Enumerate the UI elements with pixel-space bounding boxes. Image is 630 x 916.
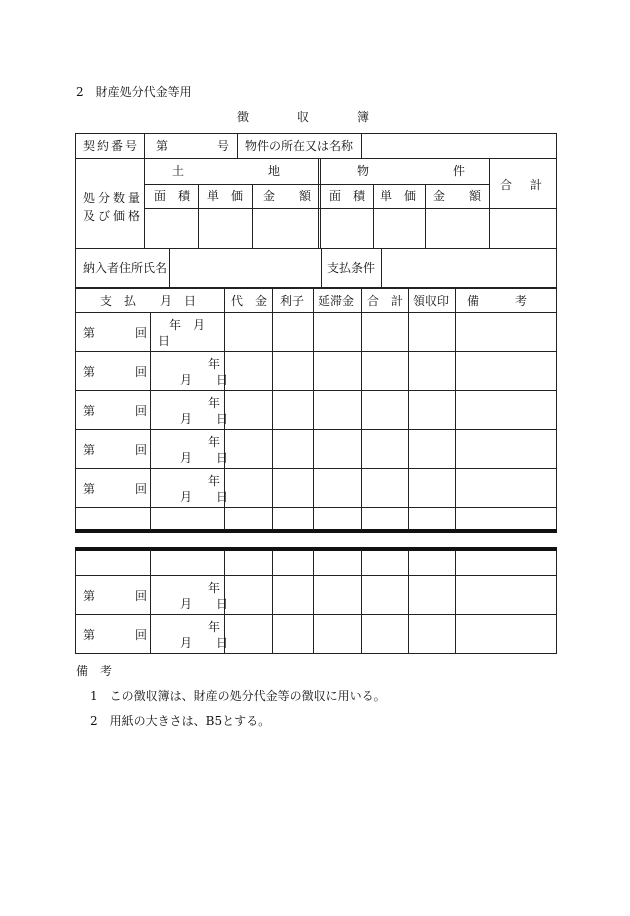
land-unit-price: 単 価 — [207, 189, 244, 203]
note-item: 2 用紙の大きさは、B5とする。 — [90, 714, 271, 728]
row-dai: 第 — [83, 628, 96, 642]
note-item: 1 この徴収簿は、財産の処分代金等の徴収に用いる。 — [90, 689, 386, 703]
section-heading: 2 財産処分代金等用 — [76, 85, 192, 99]
row-dai: 第 — [83, 482, 96, 496]
header-price: 代 金 — [231, 294, 268, 308]
header-late-fee: 延滞金 — [318, 294, 355, 308]
contract-dai: 第 — [156, 139, 169, 153]
header-receipt-stamp: 領収印 — [413, 294, 450, 308]
row-kai: 回 — [135, 365, 148, 379]
row-kai: 回 — [135, 589, 148, 603]
row-kai: 回 — [135, 443, 148, 457]
header-payment-date: 支 払 月 日 — [100, 294, 197, 308]
building-header: 物 件 — [357, 164, 466, 178]
row-dai: 第 — [83, 404, 96, 418]
row1-date-line2: 日 — [158, 334, 171, 348]
form-title: 徴 収 簿 — [237, 110, 370, 124]
contract-go: 号 — [217, 139, 230, 153]
building-amount: 金 額 — [433, 189, 482, 203]
row-dai: 第 — [83, 443, 96, 457]
total-header: 合 計 — [500, 178, 546, 192]
notes-title: 備 考 — [76, 664, 113, 678]
contract-number-label: 契約番号 — [83, 139, 140, 153]
row-year: 年 — [208, 396, 221, 410]
row-year: 年 — [208, 474, 221, 488]
ledger-table-lower — [75, 550, 557, 654]
row-year: 年 — [208, 581, 221, 595]
row-dai: 第 — [83, 326, 96, 340]
building-unit-price: 単 価 — [380, 189, 417, 203]
row-dai: 第 — [83, 365, 96, 379]
land-area: 面 積 — [154, 189, 191, 203]
row-month-day: 月 日 — [180, 490, 229, 504]
quantity-price-label-1: 処分数量 — [83, 191, 144, 205]
row-kai: 回 — [135, 326, 148, 340]
header-interest: 利子 — [280, 294, 305, 308]
land-amount: 金 額 — [263, 189, 312, 203]
row-month-day: 月 日 — [180, 412, 229, 426]
header-total: 合 計 — [367, 294, 404, 308]
building-area: 面 積 — [329, 189, 366, 203]
row-kai: 回 — [135, 628, 148, 642]
row-month-day: 月 日 — [180, 451, 229, 465]
row-dai: 第 — [83, 589, 96, 603]
payment-terms-label: 支払条件 — [327, 261, 376, 275]
row1-date-line1: 年 月 — [169, 318, 206, 332]
row-month-day: 月 日 — [180, 373, 229, 387]
row-month-day: 月 日 — [180, 636, 229, 650]
row-year: 年 — [208, 435, 221, 449]
payer-label: 納入者住所氏名 — [83, 261, 168, 275]
row-year: 年 — [208, 357, 221, 371]
header-remarks: 備 考 — [467, 294, 528, 308]
land-header: 土 地 — [172, 164, 281, 178]
row-year: 年 — [208, 620, 221, 634]
ledger-table-upper — [75, 288, 557, 531]
row-kai: 回 — [135, 404, 148, 418]
quantity-price-label-2: 及び価格 — [83, 209, 144, 223]
row-month-day: 月 日 — [180, 597, 229, 611]
property-location-label: 物件の所在又は名称 — [245, 139, 354, 153]
row-kai: 回 — [135, 482, 148, 496]
